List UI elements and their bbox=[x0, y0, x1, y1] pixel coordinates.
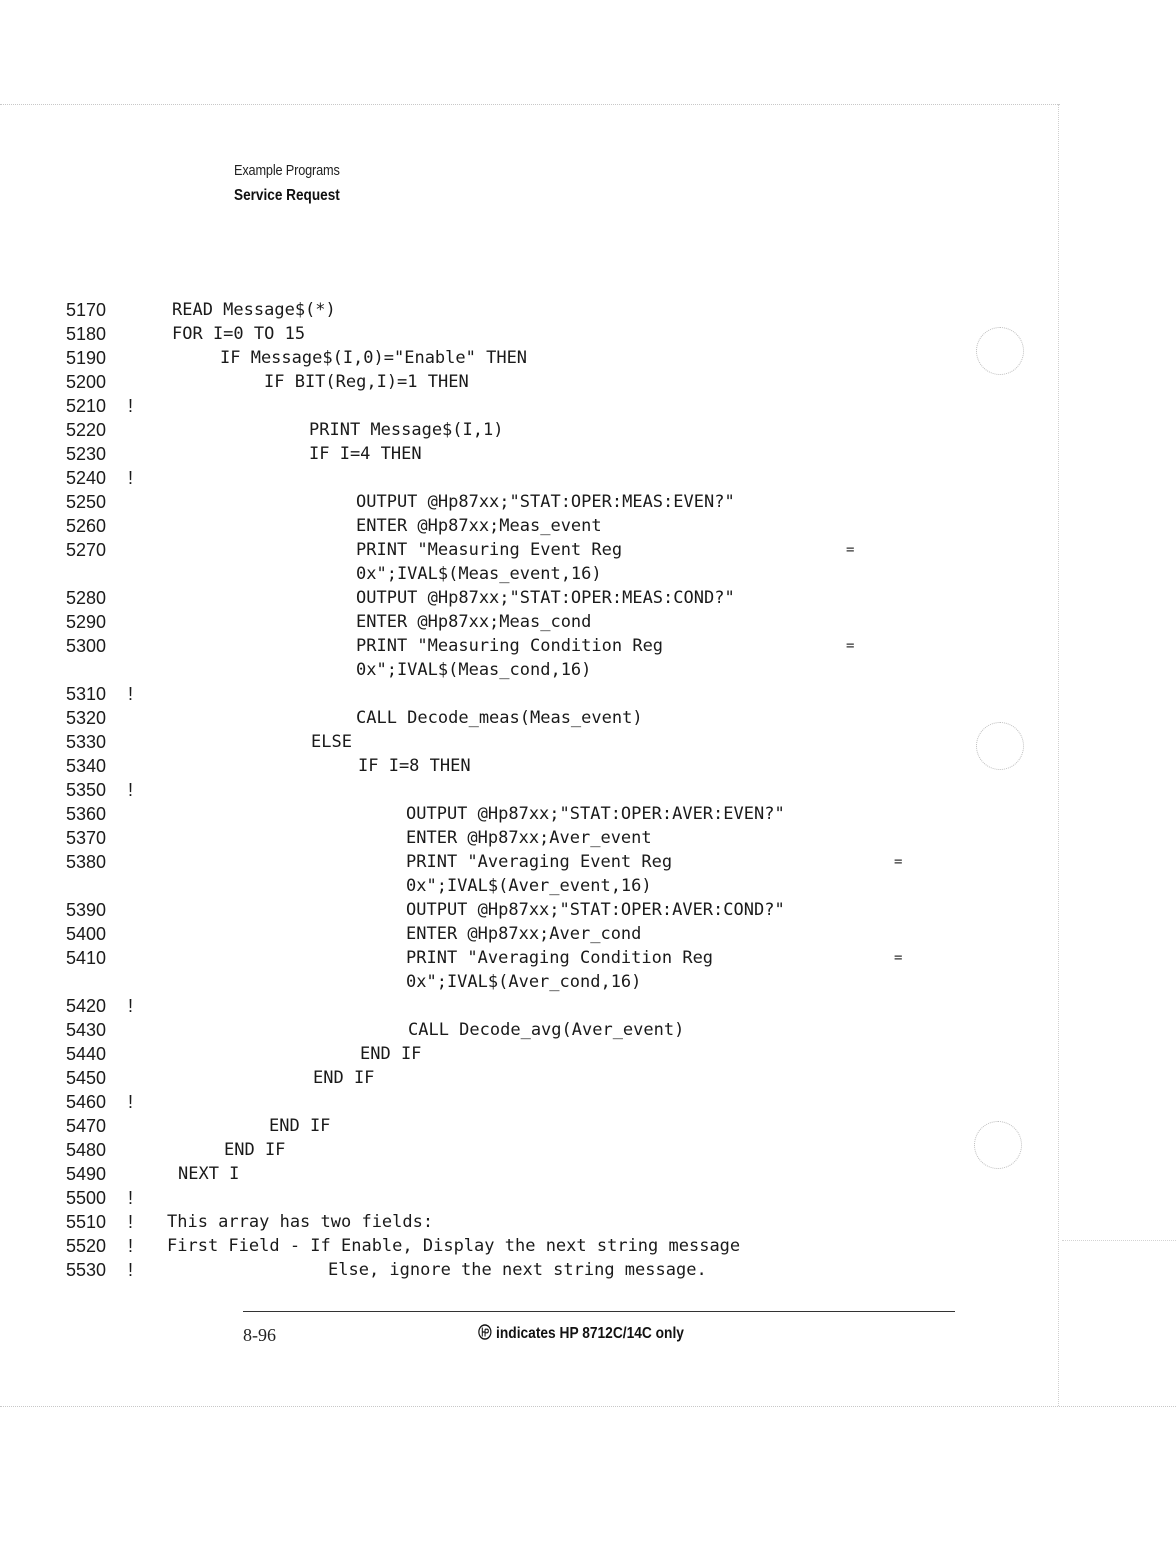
footer-rule bbox=[243, 1311, 955, 1312]
section-label: Example Programs bbox=[234, 162, 340, 179]
wrap-marker: = bbox=[894, 950, 903, 966]
line-number: 5340 bbox=[66, 756, 107, 776]
code-statement: PRINT Message$(I,1) bbox=[309, 420, 504, 440]
code-statement: ELSE bbox=[311, 732, 352, 752]
code-statement: Else, ignore the next string message. bbox=[328, 1260, 707, 1280]
comment-marker: ! bbox=[128, 1212, 134, 1232]
code-statement: OUTPUT @Hp87xx;"STAT:OPER:MEAS:EVEN?" bbox=[356, 492, 735, 512]
line-number: 5230 bbox=[66, 444, 107, 464]
comment-marker: ! bbox=[128, 468, 134, 488]
line-number: 5200 bbox=[66, 372, 107, 392]
line-number: 5380 bbox=[66, 852, 107, 872]
line-number: 5280 bbox=[66, 588, 107, 608]
comment-marker: ! bbox=[128, 1260, 134, 1280]
line-number: 5330 bbox=[66, 732, 107, 752]
line-number: 5500 bbox=[66, 1188, 107, 1208]
scan-edge-right bbox=[1058, 104, 1059, 1406]
wrap-marker: = bbox=[894, 854, 903, 870]
code-statement: END IF bbox=[224, 1140, 286, 1160]
line-number: 5400 bbox=[66, 924, 107, 944]
scan-edge-top bbox=[0, 104, 1060, 105]
wrap-marker: = bbox=[846, 542, 855, 558]
section-title: Service Request bbox=[234, 187, 340, 204]
code-statement: FOR I=0 TO 15 bbox=[172, 324, 306, 344]
code-statement: ENTER @Hp87xx;Meas_event bbox=[356, 516, 602, 536]
line-number: 5310 bbox=[66, 684, 107, 704]
comment-marker: ! bbox=[128, 1092, 134, 1112]
line-number: 5350 bbox=[66, 780, 107, 800]
code-statement-continuation: 0x";IVAL$(Meas_cond,16) bbox=[356, 660, 592, 680]
line-number: 5530 bbox=[66, 1260, 107, 1280]
comment-marker: ! bbox=[128, 1236, 134, 1256]
code-statement: IF BIT(Reg,I)=1 THEN bbox=[264, 372, 469, 392]
code-statement: IF Message$(I,0)="Enable" THEN bbox=[220, 348, 528, 368]
code-statement: OUTPUT @Hp87xx;"STAT:OPER:AVER:EVEN?" bbox=[406, 804, 785, 824]
wrap-marker: = bbox=[846, 638, 855, 654]
code-statement: PRINT "Measuring Condition Reg bbox=[356, 636, 664, 656]
code-statement: IF I=8 THEN bbox=[358, 756, 471, 776]
code-statement: PRINT "Averaging Condition Reg bbox=[406, 948, 714, 968]
code-statement: END IF bbox=[313, 1068, 375, 1088]
line-number: 5180 bbox=[66, 324, 107, 344]
line-number: 5240 bbox=[66, 468, 107, 488]
line-number: 5520 bbox=[66, 1236, 107, 1256]
line-number: 5440 bbox=[66, 1044, 107, 1064]
line-number: 5430 bbox=[66, 1020, 107, 1040]
code-statement: READ Message$(*) bbox=[172, 300, 336, 320]
line-number: 5210 bbox=[66, 396, 107, 416]
comment-marker: ! bbox=[128, 1188, 134, 1208]
code-statement: NEXT I bbox=[178, 1164, 240, 1184]
code-statement: END IF bbox=[360, 1044, 422, 1064]
line-number: 5450 bbox=[66, 1068, 107, 1088]
line-number: 5460 bbox=[66, 1092, 107, 1112]
line-number: 5370 bbox=[66, 828, 107, 848]
comment-marker: ! bbox=[128, 996, 134, 1016]
line-number: 5250 bbox=[66, 492, 107, 512]
punch-hole-bottom bbox=[974, 1121, 1022, 1169]
code-statement: END IF bbox=[269, 1116, 331, 1136]
line-number: 5360 bbox=[66, 804, 107, 824]
code-statement: CALL Decode_avg(Aver_event) bbox=[408, 1020, 685, 1040]
code-statement: PRINT "Measuring Event Reg bbox=[356, 540, 623, 560]
footer-note bbox=[478, 1323, 684, 1345]
page-header bbox=[234, 160, 359, 210]
comment-marker: ! bbox=[128, 396, 134, 416]
code-statement: OUTPUT @Hp87xx;"STAT:OPER:AVER:COND?" bbox=[406, 900, 785, 920]
line-number: 5480 bbox=[66, 1140, 107, 1160]
tab-divider bbox=[1062, 1240, 1176, 1241]
code-statement: ENTER @Hp87xx;Aver_cond bbox=[406, 924, 642, 944]
line-number: 5470 bbox=[66, 1116, 107, 1136]
line-number: 5390 bbox=[66, 900, 107, 920]
line-number: 5510 bbox=[66, 1212, 107, 1232]
line-number: 5170 bbox=[66, 300, 107, 320]
footer-note-text: indicates HP 8712C/14C only bbox=[496, 1325, 684, 1342]
scan-edge-bottom bbox=[0, 1406, 1176, 1407]
code-statement: ENTER @Hp87xx;Aver_event bbox=[406, 828, 652, 848]
code-statement: IF I=4 THEN bbox=[309, 444, 422, 464]
code-statement-continuation: 0x";IVAL$(Aver_event,16) bbox=[406, 876, 652, 896]
code-statement: First Field - If Enable, Display the next string message bbox=[167, 1236, 741, 1256]
code-statement: OUTPUT @Hp87xx;"STAT:OPER:MEAS:COND?" bbox=[356, 588, 735, 608]
line-number: 5420 bbox=[66, 996, 107, 1016]
line-number: 5410 bbox=[66, 948, 107, 968]
line-number: 5260 bbox=[66, 516, 107, 536]
code-statement-continuation: 0x";IVAL$(Aver_cond,16) bbox=[406, 972, 642, 992]
code-statement: PRINT "Averaging Event Reg bbox=[406, 852, 673, 872]
code-statement-continuation: 0x";IVAL$(Meas_event,16) bbox=[356, 564, 602, 584]
code-statement: CALL Decode_meas(Meas_event) bbox=[356, 708, 643, 728]
code-statement: ENTER @Hp87xx;Meas_cond bbox=[356, 612, 592, 632]
punch-hole-middle bbox=[976, 722, 1024, 770]
line-number: 5270 bbox=[66, 540, 107, 560]
comment-marker: ! bbox=[128, 780, 134, 800]
line-number: 5300 bbox=[66, 636, 107, 656]
line-number: 5290 bbox=[66, 612, 107, 632]
line-number: 5220 bbox=[66, 420, 107, 440]
punch-hole-top bbox=[976, 327, 1024, 375]
line-number: 5190 bbox=[66, 348, 107, 368]
hp-logo-icon bbox=[478, 1324, 492, 1340]
page-number: 8-96 bbox=[243, 1325, 276, 1345]
line-number: 5490 bbox=[66, 1164, 107, 1184]
comment-marker: ! bbox=[128, 684, 134, 704]
line-number: 5320 bbox=[66, 708, 107, 728]
code-statement: This array has two fields: bbox=[167, 1212, 434, 1232]
